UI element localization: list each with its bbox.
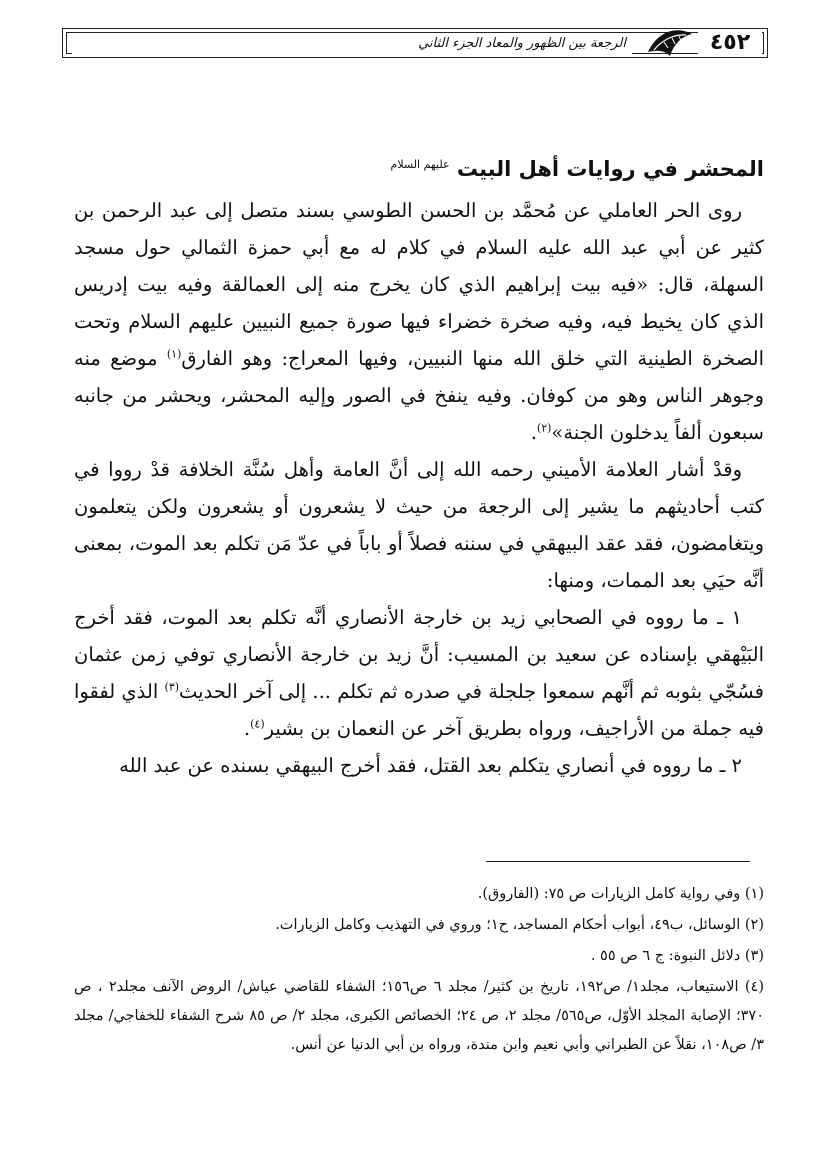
section-title [74,148,764,186]
paragraph-1-text-b: موضع منه وجوهر الناس وهو من كوفان. وفيه ينفخ في الصور وإليه المحشر، ويحشر من جانبه سبعون ألفاً يدخلون الجنة» [74,347,764,444]
paragraph-3-text-b: الذي لفقوا فيه جملة من الأراجيف، ورواه بطريق آخر عن النعمان بن بشير [74,680,764,740]
footnotes [74,880,764,1062]
paragraph-1-text-a: روى الحر العاملي عن مُحمَّد بن الحسن الطوسي بسند متصل إلى عبد الرحمن بن كثير عن أبي عبد الله عليه السلام في كلام له مع أبي حمزة الثمالي حول مسجد السهلة، قال: «فيه بيت إبراهيم الذي كان يخرج منه إلى العمالقة وفيه بيت إدريس الذي كان يخيط فيه، وفيه صخرة خضراء فيها صورة جميع النبيين عليهم السلام وتحت الصخرة الطينية التي خلق الله منها النبيين، وفيها المعراج: وهو الفارق [74,199,764,370]
footnote-ref-1: (١) [166,347,182,361]
paragraph-2-text: وقدْ أشار العلامة الأميني رحمه الله إلى أنَّ العامة وأهل سُنَّة الخلافة قدْ رووا في كتب أحاديثهم ما يشير إلى الرجعة من حيث لا يشعرون أو يشعرون ولكن يتعلمون ويتغامضون، فقد عقد البيهقي في سننه فصلاً أو باباً في عدّ مَن تكلم بعد الموت، بمعنى أنَّه حيَي بعد الممات، ومنها: [74,458,764,592]
paragraph-3-text-c: . [243,717,251,740]
page-number: ٤٥٢ [698,30,762,56]
paragraph-4-text: ٢ ـ ما رووه في أنصاري يتكلم بعد القتل، فقد أخرج البيهقي بسنده عن عبد الله [119,754,742,777]
paragraph-4 [74,747,764,784]
footnote-4: (٤) الاستيعاب، مجلد١/ ص١٩٢، تاريخ بن كثير/ مجلد ٦ ص١٥٦؛ الشفاء للقاضي عياش/ الروض الآنف مجلد٢ ، ص ٣٧٠؛ الإصابة المجلد الأوّل، ص٥٦٥/ مجلد ٢، ص ٢٤؛ الخصائص الكبرى، مجلد ٢/ ص ٨٥ شرح الشفاء للخفاجي/ مجلد ٣/ ص١٠٨، نقلاً عن الطبراني وأبي نعيم وابن مندة، ورواه بن أبي الدنيا عن أنس. [74,979,765,1053]
paragraph-2 [74,451,764,599]
running-header [62,20,768,72]
footnote-ref-3: (٣) [164,680,180,694]
main-text [74,148,764,784]
paragraph-3-text-a: ١ ـ ما رووه في الصحابي زيد بن خارجة الأنصاري أنَّه تكلم بعد الموت، فقد أخرج البَيْهقي بإسناده عن سعيد بن المسيب: أنَّ زيد بن خارجة الأنصاري توفي زمن عثمان فسُجّي بثوبه ثم أنَّهم سمعوا جلجلة في صدره ثم تكلم ... إلى آخر الحديث [74,606,764,703]
footnote-ref-4: (٤) [250,717,265,731]
paragraph-3 [74,599,764,747]
paragraph-1 [74,192,764,451]
footnote-3: (٣) دلائل النبوة: ج ٦ ص ٥٥ . [590,948,764,964]
footnote-ref-2: (٢) [536,421,552,435]
running-title: الرجعة بين الظهور والمعاد الجزء الثاني [72,33,632,55]
section-title-honorific: عليهم السلام [390,158,450,171]
footnote-separator [486,861,750,862]
footnote-1: (١) وفي رواية كامل الزيارات ص ٧٥: (الفاروق). [477,886,764,902]
section-title-text: المحشر في روايات أهل البيت [456,157,764,181]
footnote-2: (٢) الوسائل، ب٤٩، أبواب أحكام المساجد، ح١؛ وروي في التهذيب وكامل الزيارات. [275,917,764,933]
leaf-ornament-icon [644,22,696,64]
paragraph-1-text-c: . [530,421,537,444]
